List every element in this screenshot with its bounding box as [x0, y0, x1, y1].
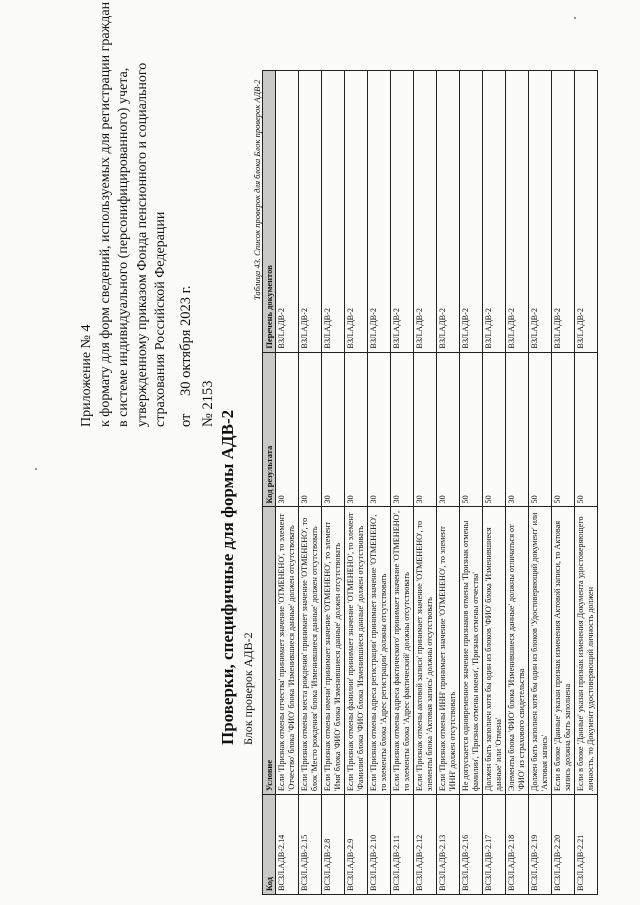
- cell-code: ВСЗЛ.АДВ-2.11: [391, 795, 414, 895]
- date-prefix: от: [177, 413, 194, 427]
- cell-code: ВСЗЛ.АДВ-2.13: [437, 795, 460, 895]
- cell-result-code: 50: [460, 352, 483, 507]
- cell-documents: ВЗЛ.АДВ-2: [529, 71, 552, 353]
- cell-code: ВСЗЛ.АДВ-2.20: [552, 795, 575, 895]
- annex-block: [78, 1, 218, 427]
- cell-result-code: 30: [345, 352, 368, 507]
- cell-result-code: 50: [529, 352, 552, 507]
- cell-documents: ВЗЛ.АДВ-2: [575, 71, 598, 353]
- table-row: [276, 71, 299, 895]
- cell-code: ВСЗЛ.АДВ-2.17: [483, 795, 506, 895]
- cell-result-code: 50: [483, 352, 506, 507]
- table-row: [322, 71, 345, 895]
- table-row: [391, 71, 414, 895]
- table-row: [414, 71, 437, 895]
- annex-order-number: [199, 27, 218, 427]
- date-suffix: г.: [177, 285, 194, 294]
- table-row: [368, 71, 391, 895]
- cell-condition: Если 'Признак отмены отчества' принимает значение 'ОТМЕНЕНО', то элемент 'Отчество' блока 'ФИО' блока 'Изменившиеся данные' должен отсутствовать: [276, 507, 299, 795]
- cell-result-code: 50: [575, 352, 598, 507]
- cell-documents: ВЗЛ.АДВ-2: [345, 71, 368, 353]
- cell-condition: Если 'Признак отмены адреса фактического' принимает значение 'ОТМЕНЕНО', то элементы блока 'Адрес фактический' должны отсутствовать: [391, 507, 414, 795]
- table-row: [529, 71, 552, 895]
- cell-code: ВСЗЛ.АДВ-2.19: [529, 795, 552, 895]
- cell-documents: ВЗЛ.АДВ-2: [322, 71, 345, 353]
- cell-code: ВСЗЛ.АДВ-2.15: [299, 795, 322, 895]
- cell-result-code: 30: [299, 352, 322, 507]
- cell-documents: ВЗЛ.АДВ-2: [414, 71, 437, 353]
- cell-condition: Если 'Признак отмены имени' принимает значение 'ОТМЕНЕНО', то элемент 'Имя' блока 'ФИО' блока 'Изменившиеся данные' должен отсутствовать: [322, 507, 345, 795]
- annex-date: [177, 27, 196, 427]
- cell-condition: Если 'Признак отмены фамилии' принимает значение 'ОТМЕНЕНО', то элемент 'Фамилия' блока 'ФИО' блока 'Изменившиеся данные' должен отсутствовать: [345, 507, 368, 795]
- cell-result-code: 30: [368, 352, 391, 507]
- cell-documents: ВЗЛ.АДВ-2: [552, 71, 575, 353]
- cell-documents: ВЗЛ.АДВ-2: [506, 71, 529, 353]
- table-body: [276, 71, 598, 895]
- table-caption: Таблица 43. Список проверок для блока Блок проверок АДВ-2: [252, 79, 262, 300]
- cell-code: ВСЗЛ.АДВ-2.8: [322, 795, 345, 895]
- header-condition: Условие: [263, 507, 276, 795]
- cell-documents: ВЗЛ.АДВ-2: [368, 71, 391, 353]
- num-value: 2153: [200, 380, 216, 410]
- cell-result-code: 50: [552, 352, 575, 507]
- annex-number: Приложение № 4: [79, 324, 94, 427]
- date-month: октября: [177, 329, 194, 378]
- cell-code: ВСЗЛ.АДВ-2.18: [506, 795, 529, 895]
- cell-condition: Если 'Признак отмены ИНН' принимает значение 'ОТМЕНЕНО', то элемент 'ИНН' должен отсутствовать: [437, 507, 460, 795]
- cell-condition: Элементы блока 'ФИО' блока 'Изменившиеся данные' должны отличаться от 'ФИО' из страхового свидетельства: [506, 507, 529, 795]
- date-year: 2023: [177, 297, 194, 326]
- cell-code: ВСЗЛ.АДВ-2.16: [460, 795, 483, 895]
- table-row: [460, 71, 483, 895]
- header-documents: Перечень документов: [263, 71, 276, 353]
- cell-code: ВСЗЛ.АДВ-2.12: [414, 795, 437, 895]
- table-header-row: [263, 71, 276, 895]
- num-prefix: №: [200, 413, 216, 427]
- annex-line-2: в системе индивидуального (персонифицированного) учета,: [116, 67, 131, 427]
- cell-code: ВСЗЛ.АДВ-2.10: [368, 795, 391, 895]
- cell-result-code: 30: [414, 352, 437, 507]
- cell-condition: Если в блоке 'Данные' указан признак изменения Документа удостоверяющего личность, то Документ удостоверяющий личность должен: [575, 507, 598, 795]
- table-row: [437, 71, 460, 895]
- cell-code: ВСЗЛ.АДВ-2.9: [345, 795, 368, 895]
- section-title: Проверки, специфичные для формы АДВ-2: [218, 409, 237, 745]
- cell-documents: ВЗЛ.АДВ-2: [460, 71, 483, 353]
- date-day: 30: [177, 381, 194, 396]
- cell-condition: Если в блоке 'Данные' указан признак изменения Актовой записи, то Актовая запись должна быть заполнена: [552, 507, 575, 795]
- annex-line-3: утвержденному приказом Фонда пенсионного и социального: [134, 62, 150, 427]
- cell-result-code: 30: [437, 352, 460, 507]
- cell-condition: Если 'Признак отмены места рождения' принимает значение 'ОТМЕНЕНО', то блок 'Место рождения' блока 'Изменившиеся данные' должен отсутствовать: [299, 507, 322, 795]
- cell-documents: ВЗЛ.АДВ-2: [276, 71, 299, 353]
- cell-result-code: 30: [506, 352, 529, 507]
- cell-condition: Не допускается одновременное значение признаков отмены 'Признак отмены фамилии', 'Признак отмены имени', 'Признак отмены отчества': [460, 507, 483, 795]
- table-row: [483, 71, 506, 895]
- cell-documents: ВЗЛ.АДВ-2: [437, 71, 460, 353]
- table-row: [345, 71, 368, 895]
- cell-result-code: 30: [391, 352, 414, 507]
- cell-code: ВСЗЛ.АДВ-2.21: [575, 795, 598, 895]
- cell-condition: Должен быть заполнен хотя бы один из блоков 'ФИО' блока 'Изменившиеся данные' или 'Отмена': [483, 507, 506, 795]
- cell-condition: Должен быть заполнен хотя бы один из блоков 'Удостоверяющий документ' или 'Актовая запись': [529, 507, 552, 795]
- cell-result-code: 30: [322, 352, 345, 507]
- checks-table: [262, 70, 598, 895]
- cell-condition: Если 'Признак отмены актовой записи' принимает значение 'ОТМЕНЕНО', то элементы блока 'Актовая запись' должны отсутствовать: [414, 507, 437, 795]
- header-code: Код: [263, 795, 276, 895]
- table-row: [506, 71, 529, 895]
- table-row: [575, 71, 598, 895]
- cell-code: ВСЗЛ.АДВ-2.14: [276, 795, 299, 895]
- cell-result-code: 30: [276, 352, 299, 507]
- annex-line-4: страхования Российской Федерации: [153, 211, 168, 427]
- table-row: [299, 71, 322, 895]
- cell-condition: Если 'Признак отмены адреса регистрации' принимает значение 'ОТМЕНЕНО', то элементы блока 'Адрес регистрации' должны отсутствовать: [368, 507, 391, 795]
- annex-line-1: к формату для форм сведений, используемых для регистрации граждан: [97, 1, 113, 427]
- cell-documents: ВЗЛ.АДВ-2: [299, 71, 322, 353]
- block-subtitle: Блок проверок АДВ-2: [241, 632, 255, 745]
- cell-documents: ВЗЛ.АДВ-2: [483, 71, 506, 353]
- scan-speck: [35, 468, 37, 470]
- table-row: [552, 71, 575, 895]
- cell-documents: ВЗЛ.АДВ-2: [391, 71, 414, 353]
- scan-speck: [574, 17, 576, 19]
- header-result-code: Код результата: [263, 352, 276, 507]
